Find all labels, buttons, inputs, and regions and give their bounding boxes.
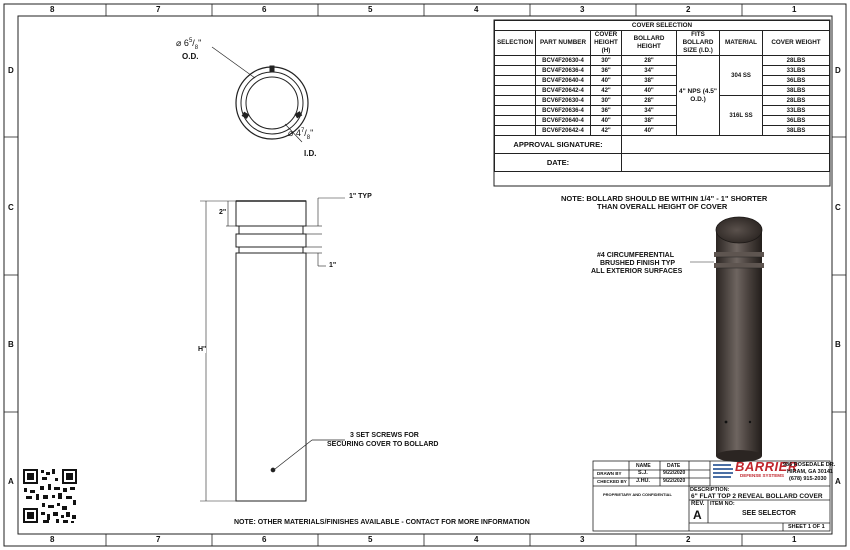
company-address-1: 986 ROSEDALE DR. xyxy=(783,462,836,468)
dimension-lines xyxy=(200,198,345,501)
header-cover-weight: COVER WEIGHT xyxy=(763,31,830,56)
dim-one: 1" xyxy=(329,262,337,269)
header-fits-size: FITS BOLLARD SIZE (I.D.) xyxy=(677,31,720,56)
item-no-label: ITEM NO: xyxy=(710,501,735,507)
bottom-note: NOTE: OTHER MATERIALS/FINISHES AVAILABLE - CONTACT FOR MORE INFORMATION xyxy=(234,519,530,526)
table-row: BCV6F20642-4 42" 40" 38LBS xyxy=(495,126,830,136)
tb-checked-by: CHECKED BY xyxy=(597,479,627,484)
approval-signature-label: APPROVAL SIGNATURE: xyxy=(495,136,622,154)
rev-label: REV. xyxy=(691,501,705,507)
zone-bottom-2: 2 xyxy=(686,535,691,544)
description-value: 6" FLAT TOP 2 REVEAL BOLLARD COVER xyxy=(691,493,823,500)
zone-bottom-7: 7 xyxy=(156,535,161,544)
zone-bottom-5: 5 xyxy=(368,535,373,544)
od-diameter-symbol: ⌀ $6^5/_8$" xyxy=(176,38,202,51)
table-row: BCV4F20640-4 40" 38" 36LBS xyxy=(495,76,830,86)
header-selection: SELECTION xyxy=(495,31,536,56)
brushed-note-2: BRUSHED FINISH TYP xyxy=(600,260,676,267)
zone-left-C: C xyxy=(8,203,14,212)
fits-size-value: 4" NPS (4.5" O.D.) xyxy=(677,56,720,136)
sheet-number: SHEET 1 OF 1 xyxy=(788,524,825,530)
tb-drawn-date: 9/22/2020 xyxy=(663,470,686,476)
brushed-note-3: ALL EXTERIOR SURFACES xyxy=(591,268,683,275)
table-row: BCV6F20630-4 30" 28" 316L SS 28LBS xyxy=(495,96,830,106)
zone-bottom-8: 8 xyxy=(50,535,55,544)
side-view-cover xyxy=(236,201,306,501)
dim-one-typ: 1" TYP xyxy=(349,193,372,200)
tb-drawn-by: DRAWN BY xyxy=(597,471,622,476)
zone-top-8: 8 xyxy=(50,5,55,14)
cover-selection-table xyxy=(494,20,830,172)
tb-checked-date: 9/22/2020 xyxy=(663,478,686,484)
bollard-note-line-2: THAN OVERALL HEIGHT OF COVER xyxy=(597,202,728,211)
tb-proprietary: PROPRIETARY AND CONFIDENTIAL xyxy=(603,492,672,497)
id-label: I.D. xyxy=(304,149,317,158)
approval-signature-field[interactable] xyxy=(622,136,830,154)
date-label: DATE: xyxy=(495,154,622,172)
tb-drawn-name: S.J. xyxy=(638,470,648,476)
zone-top-1: 1 xyxy=(792,5,797,14)
zone-right-D: D xyxy=(835,66,841,75)
company-address-2: HIRAM, GA 30141 xyxy=(787,469,833,475)
table-row: BCV6F20636-4 36" 34" 33LBS xyxy=(495,106,830,116)
od-label: O.D. xyxy=(182,52,199,61)
zone-left-D: D xyxy=(8,66,14,75)
zone-top-6: 6 xyxy=(262,5,267,14)
zone-top-4: 4 xyxy=(474,5,479,14)
tb-col-name: NAME xyxy=(636,463,651,469)
zone-left-B: B xyxy=(8,340,14,349)
brushed-note-1: #4 CIRCUMFERENTIAL xyxy=(597,252,675,259)
zone-top-5: 5 xyxy=(368,5,373,14)
material-316l: 316L SS xyxy=(720,96,763,136)
material-304: 304 SS xyxy=(720,56,763,96)
screws-note-2: SECURING COVER TO BOLLARD xyxy=(327,441,439,448)
header-bollard-height: BOLLARD HEIGHT xyxy=(622,31,677,56)
zone-top-2: 2 xyxy=(686,5,691,14)
zone-top-7: 7 xyxy=(156,5,161,14)
zone-left-A: A xyxy=(8,477,14,486)
table-row: BCV4F20630-4 30" 28" 4" NPS (4.5" O.D.) 304 SS 28LBS xyxy=(495,56,830,66)
zone-bottom-1: 1 xyxy=(792,535,797,544)
table-row: BCV4F20636-4 36" 34" 33LBS xyxy=(495,66,830,76)
bollard-note-line-1: NOTE: BOLLARD SHOULD BE WITHIN 1/4" - 1" SHORTER xyxy=(561,194,768,203)
header-cover-height: COVER HEIGHT (H) xyxy=(591,31,622,56)
table-title: COVER SELECTION xyxy=(495,21,830,31)
zone-bottom-3: 3 xyxy=(580,535,585,544)
header-material: MATERIAL xyxy=(720,31,763,56)
description-label: DESCRIPTION: xyxy=(690,487,730,493)
bollard-render xyxy=(690,217,764,462)
screws-note-1: 3 SET SCREWS FOR xyxy=(350,432,419,439)
qr-code xyxy=(22,468,78,524)
dim-height: H" xyxy=(198,346,207,353)
zone-bottom-4: 4 xyxy=(474,535,479,544)
company-name: BARRIER xyxy=(735,459,798,474)
company-address-3: (678) 915-2030 xyxy=(789,476,827,482)
item-no-value: SEE SELECTOR xyxy=(742,510,796,517)
header-part-number: PART NUMBER xyxy=(536,31,591,56)
zone-bottom-6: 6 xyxy=(262,535,267,544)
zone-right-B: B xyxy=(835,340,841,349)
zone-right-A: A xyxy=(835,477,841,486)
rev-value: A xyxy=(693,508,702,522)
tb-checked-name: J.HU. xyxy=(636,478,651,484)
table-row: BCV6F20640-4 40" 38" 36LBS xyxy=(495,116,830,126)
id-diameter-symbol: ⌀ $4^7/_8$" xyxy=(288,128,314,141)
zone-top-3: 3 xyxy=(580,5,585,14)
table-row: BCV4F20642-4 42" 40" 38LBS xyxy=(495,86,830,96)
dim-two: 2" xyxy=(219,209,227,216)
tb-col-date: DATE xyxy=(667,463,681,469)
date-field[interactable] xyxy=(622,154,830,172)
company-sub: DEFENSE SYSTEMS xyxy=(740,473,785,478)
zone-right-C: C xyxy=(835,203,841,212)
